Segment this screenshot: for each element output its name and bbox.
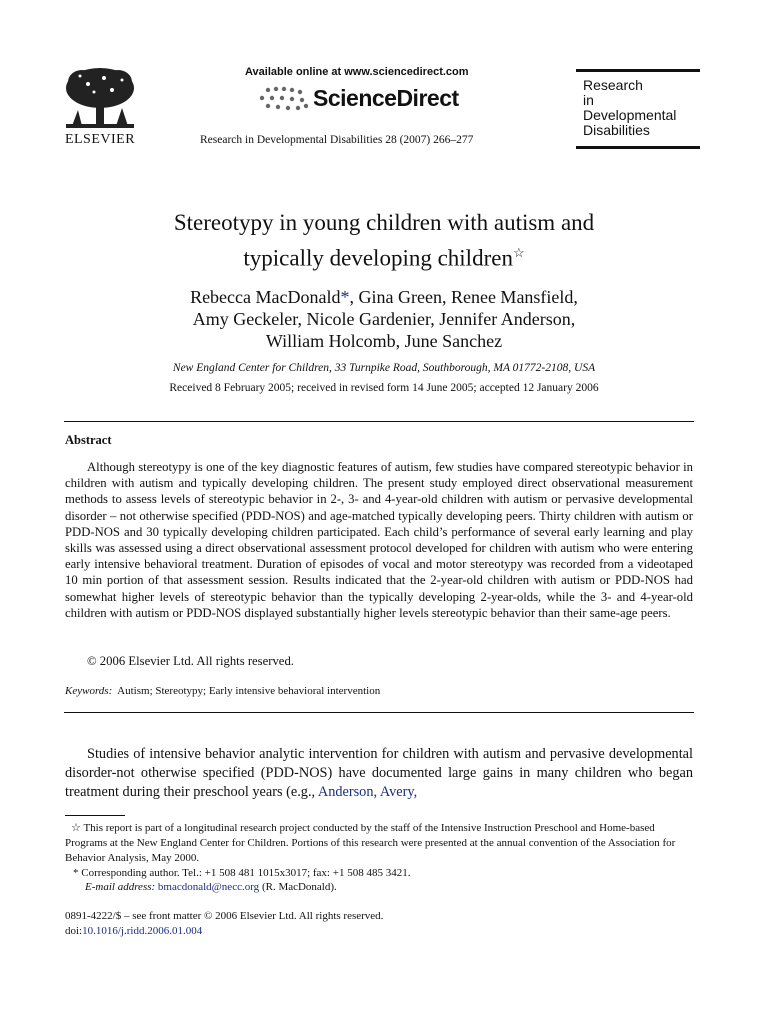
sciencedirect-dots-icon	[258, 84, 312, 114]
title-line-1: Stereotypy in young children with autism and	[173, 210, 595, 235]
available-online-text: Available online at www.sciencedirect.com	[245, 66, 469, 78]
footnote-star-text: This report is part of a longitudinal research project conducted by the staff of the Intensive Instruction Preschool and Home-based Programs at the New England Center for Children. Portions of this research were presented at the annual convention of the Association for Behavior Analysis, May 2000.	[65, 822, 676, 864]
journal-box-title	[583, 78, 676, 138]
intro-text: Studies of intensive behavior analytic intervention for children with autism and pervasive developmental disorder-not otherwise specified (PDD-NOS) have documented large gains in many children who began treatment during their preschool years (e.g.,	[65, 746, 693, 800]
divider-top	[64, 421, 694, 422]
title-block	[60, 208, 708, 394]
abstract-body: Although stereotypy is one of the key diagnostic features of autism, few studies have compared stereotypic behavior in children with autism and typically developing children. The present study employed direct observational measurement methods to assess levels of stereotypic behavior in 2-, 3- and 4-year-old children with autism or pervasive developmental disorder – not otherwise specified (PDD-NOS) and age-matched typically developing peers. Thirty children with autism or PDD-NOS and 30 typically developing children participated. Each child’s performance of several early learning and play skills was assessed using a direct observational assessment protocol developed for children with autism who were entering early intensive behavioral treatment. Duration of episodes of vocal and motor stereotypy was recorded from a videotaped 10 min portion of that assessment session. Results indicated that the 2-year-old children with autism or PDD-NOS had somewhat higher levels of stereotypic behavior than the typically developing 2-year-olds, while the 3- and 4-year-old children with autism or PDD-NOS displayed substantially higher levels stereotypic behavior than their same-age peers.	[65, 460, 693, 620]
abstract-copyright: © 2006 Elsevier Ltd. All rights reserved.	[87, 654, 294, 668]
footnote-title-note	[65, 821, 693, 866]
corresponding-author-link[interactable]: *	[340, 286, 350, 307]
journal-box-line: Research	[583, 77, 643, 93]
abstract-heading: Abstract	[65, 433, 112, 447]
affiliation: New England Center for Children, 33 Turnpike Road, Southborough, MA 01772-2108, USA	[172, 361, 596, 374]
doi-label: doi:	[65, 925, 83, 937]
authors-line-2: Amy Geckeler, Nicole Gardenier, Jennifer Anderson,	[192, 308, 576, 329]
doi-line	[65, 924, 202, 939]
journal-box-line: in	[583, 92, 594, 108]
footnote-divider	[65, 815, 125, 816]
journal-box-line: Developmental	[583, 107, 677, 123]
article-dates: Received 8 February 2005; received in revised form 14 June 2005; accepted 12 January 2006	[169, 381, 599, 394]
paper-title	[60, 208, 708, 274]
keywords-list: Autism; Stereotypy; Early intensive behavioral intervention	[117, 685, 381, 697]
footnote-star-mark: ☆	[71, 822, 81, 834]
keywords-label: Keywords:	[65, 685, 113, 697]
title-line-2: typically developing children	[243, 245, 513, 271]
citation-link[interactable]: Anderson, Avery,	[317, 784, 418, 800]
authors-line-1	[60, 286, 708, 308]
sciencedirect-wordmark: ScienceDirect	[313, 85, 459, 111]
keywords	[65, 685, 380, 697]
authors-rest: , Gina Green, Renee Mansfield,	[349, 286, 578, 307]
footnote-corresponding-author: * Corresponding author. Tel.: +1 508 481 1015x3017; fax: +1 508 485 3421.	[73, 867, 411, 879]
publisher-name: ELSEVIER	[64, 132, 136, 147]
footnote-email	[85, 880, 337, 895]
email-link[interactable]: bmacdonald@necc.org	[157, 881, 260, 893]
title-footnote-link[interactable]: ☆	[512, 245, 525, 260]
intro-paragraph	[65, 745, 693, 802]
journal-box-line: Disabilities	[583, 122, 650, 138]
email-label: E-mail address:	[85, 881, 156, 893]
authors-line-3: William Holcomb, June Sanchez	[265, 330, 503, 351]
doi-link[interactable]: 10.1016/j.ridd.2006.01.004	[82, 925, 203, 937]
email-suffix: (R. MacDonald).	[261, 881, 337, 893]
divider-bottom	[64, 712, 694, 713]
journal-citation: Research in Developmental Disabilities 28 (2007) 266–277	[200, 134, 474, 146]
author-first: Rebecca MacDonald	[190, 286, 341, 307]
front-matter-line: 0891-4222/$ – see front matter © 2006 Elsevier Ltd. All rights reserved.	[65, 910, 384, 922]
journal-name-box	[576, 69, 700, 149]
elsevier-tree-icon	[52, 62, 148, 138]
author-list	[60, 286, 708, 352]
